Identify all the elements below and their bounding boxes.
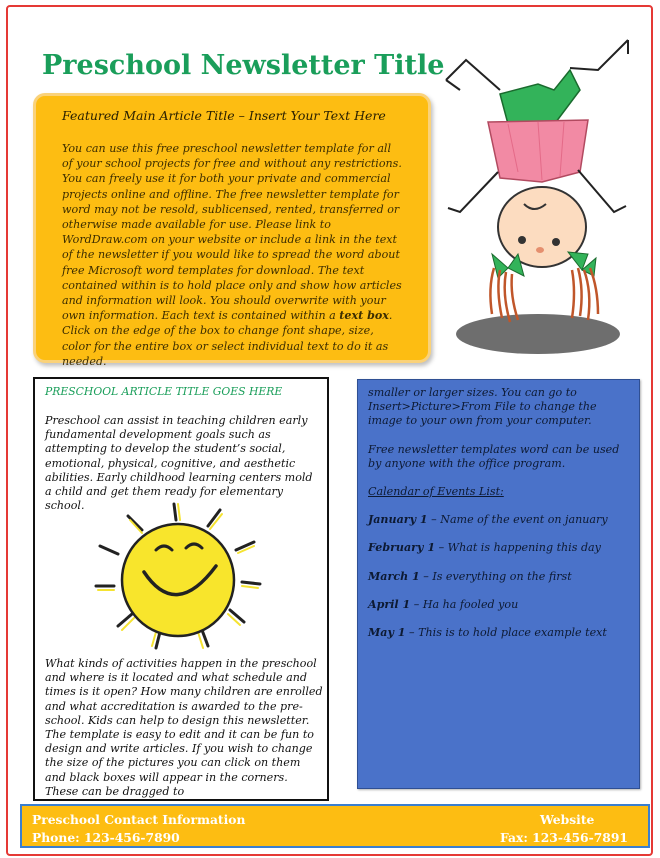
- article-paragraph-1: Preschool can assist in teaching children early fundamental development goals such as attempting to develop the student’s social, emotional, physical, cognitive, and aesthetic abilities. Early childhood learning centers mold a child and get them ready for elementary school.: [45, 414, 313, 513]
- featured-article-body: You can use this free preschool newsletter template for all of your school projects for free and without any restrictions. You can freely use it for both your private and commercial projects online and offline. The free newsletter template for word may not be resold, sublicensed, rented, transferred or otherwise made available for use. Please link to WordDraw.com on your website or include a link in the text of the newsletter if you would like to spread the word about free Microsoft word templates for download. The text contained within is to hold place only and show how articles and information will look. You should overwrite with your own information. Each text is contained within a text box. Click on the edge of the box to change font shape, size, color for the entire box or select individual text to do it as needed.: [62, 142, 402, 368]
- contact-label: Preschool Contact Information: [32, 812, 246, 827]
- article-paragraph-2: What kinds of activities happen in the preschool and where is it located and what schedule and times is it open? How many children are enrolled and what accreditation is awarded to the pre-school. Kids can help to design this newsletter. The template is easy to edit and it can be fun to design and write articles. If you wish to change the size of the pictures you can click on them and black boxes will appear in the corners. These can be dragged to: [45, 657, 323, 798]
- website-label: Website: [540, 812, 595, 827]
- contact-footer[interactable]: [20, 804, 650, 848]
- calendar-event: April 1 – Ha ha fooled you: [368, 597, 519, 611]
- calendar-event: May 1 – This is to hold place example text: [368, 626, 607, 640]
- calendar-event: January 1 – Name of the event on january: [368, 513, 608, 527]
- sidebar-paragraph-2: Free newsletter templates word can be used by anyone with the office program.: [368, 442, 620, 470]
- calendar-title: Calendar of Events List:: [368, 485, 504, 499]
- phone-number: Phone: 123-456-7890: [32, 830, 180, 845]
- newsletter-title: Preschool Newsletter Title: [42, 50, 445, 81]
- calendar-event: February 1 – What is happening this day: [368, 541, 601, 555]
- upside-down-child-illustration: [438, 32, 638, 362]
- smiling-sun-illustration: [82, 502, 282, 652]
- sidebar-paragraph-1: smaller or larger sizes. You can go to Insert>Picture>From File to change the image to your own from your computer.: [368, 386, 597, 428]
- sidebar-box[interactable]: [357, 379, 640, 789]
- calendar-event: March 1 – Is everything on the first: [368, 569, 572, 583]
- featured-article-box[interactable]: [33, 93, 431, 368]
- article-title: PRESCHOOL ARTICLE TITLE GOES HERE: [45, 385, 283, 398]
- featured-article-title: Featured Main Article Title – Insert Your Text Here: [62, 108, 386, 123]
- fax-number: Fax: 123-456-7891: [500, 830, 628, 845]
